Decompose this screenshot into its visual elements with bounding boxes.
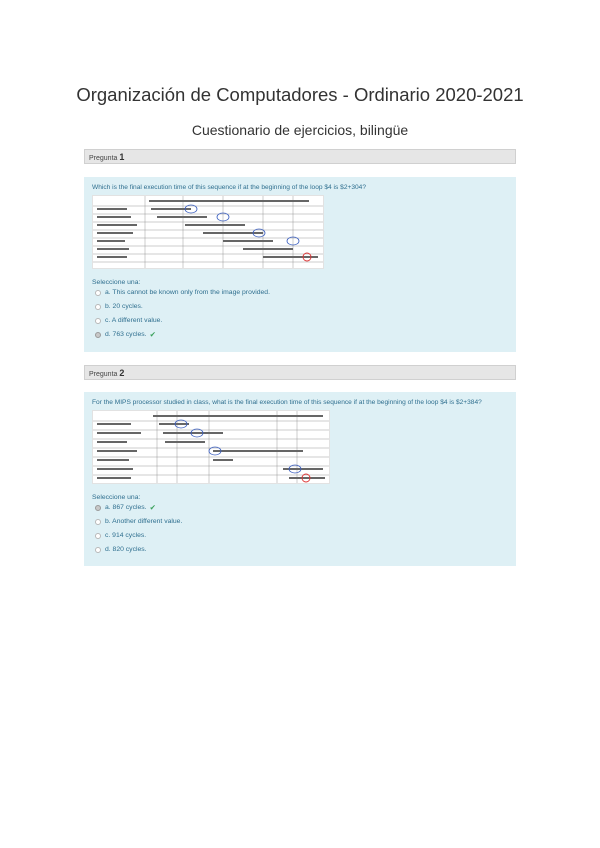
question-2-body [84, 392, 516, 566]
radio-icon[interactable] [95, 505, 101, 511]
question-label: Pregunta [89, 371, 118, 378]
question-1-text: Which is the final execution time of this sequence if at the beginning of the loop $4 is $2+304? [92, 184, 367, 191]
question-2-header [84, 365, 516, 380]
option-label: b. 20 cycles. [105, 303, 143, 310]
pipeline-diagram-1 [92, 195, 324, 269]
document-subtitle: Cuestionario de ejercicios, bilingüe [191, 122, 409, 138]
question-2-text: For the MIPS processor studied in class, what is the final execution time of this sequence if at the beginning of the loop $4 is $2+384? [92, 399, 482, 406]
option-label: d. 820 cycles. [105, 546, 147, 553]
radio-icon[interactable] [95, 533, 101, 539]
option-d[interactable] [92, 328, 508, 342]
check-icon: ✔ [149, 330, 156, 339]
check-icon: ✔ [149, 503, 156, 512]
pipeline-table-image [93, 411, 329, 483]
radio-icon[interactable] [95, 290, 101, 296]
question-number: 2 [119, 368, 125, 378]
option-label: a. This cannot be known only from the image provided. [105, 289, 270, 296]
radio-icon[interactable] [95, 318, 101, 324]
radio-icon[interactable] [95, 519, 101, 525]
radio-icon[interactable] [95, 304, 101, 310]
option-a[interactable] [92, 501, 508, 515]
radio-icon[interactable] [95, 547, 101, 553]
pipeline-table-image [93, 196, 323, 268]
answer-prompt: Seleccione una: [92, 494, 141, 501]
option-label: d. 763 cycles. [105, 331, 147, 338]
option-b[interactable] [92, 515, 508, 529]
answer-prompt: Seleccione una: [92, 279, 141, 286]
option-d[interactable] [92, 543, 508, 557]
option-c[interactable] [92, 314, 508, 328]
option-label: a. 867 cycles. [105, 504, 147, 511]
radio-icon[interactable] [95, 332, 101, 338]
option-label: b. Another different value. [105, 518, 183, 525]
option-a[interactable] [92, 286, 508, 300]
question-number: 1 [119, 152, 125, 162]
document-title: Organización de Computadores - Ordinario 2020-2021 [76, 84, 524, 105]
pipeline-diagram-2 [92, 410, 330, 484]
question-1-header [84, 149, 516, 164]
option-c[interactable] [92, 529, 508, 543]
option-label: c. 914 cycles. [105, 532, 147, 539]
option-b[interactable] [92, 300, 508, 314]
option-label: c. A different value. [105, 317, 163, 324]
question-label: Pregunta [89, 155, 118, 162]
question-1-body [84, 177, 516, 352]
